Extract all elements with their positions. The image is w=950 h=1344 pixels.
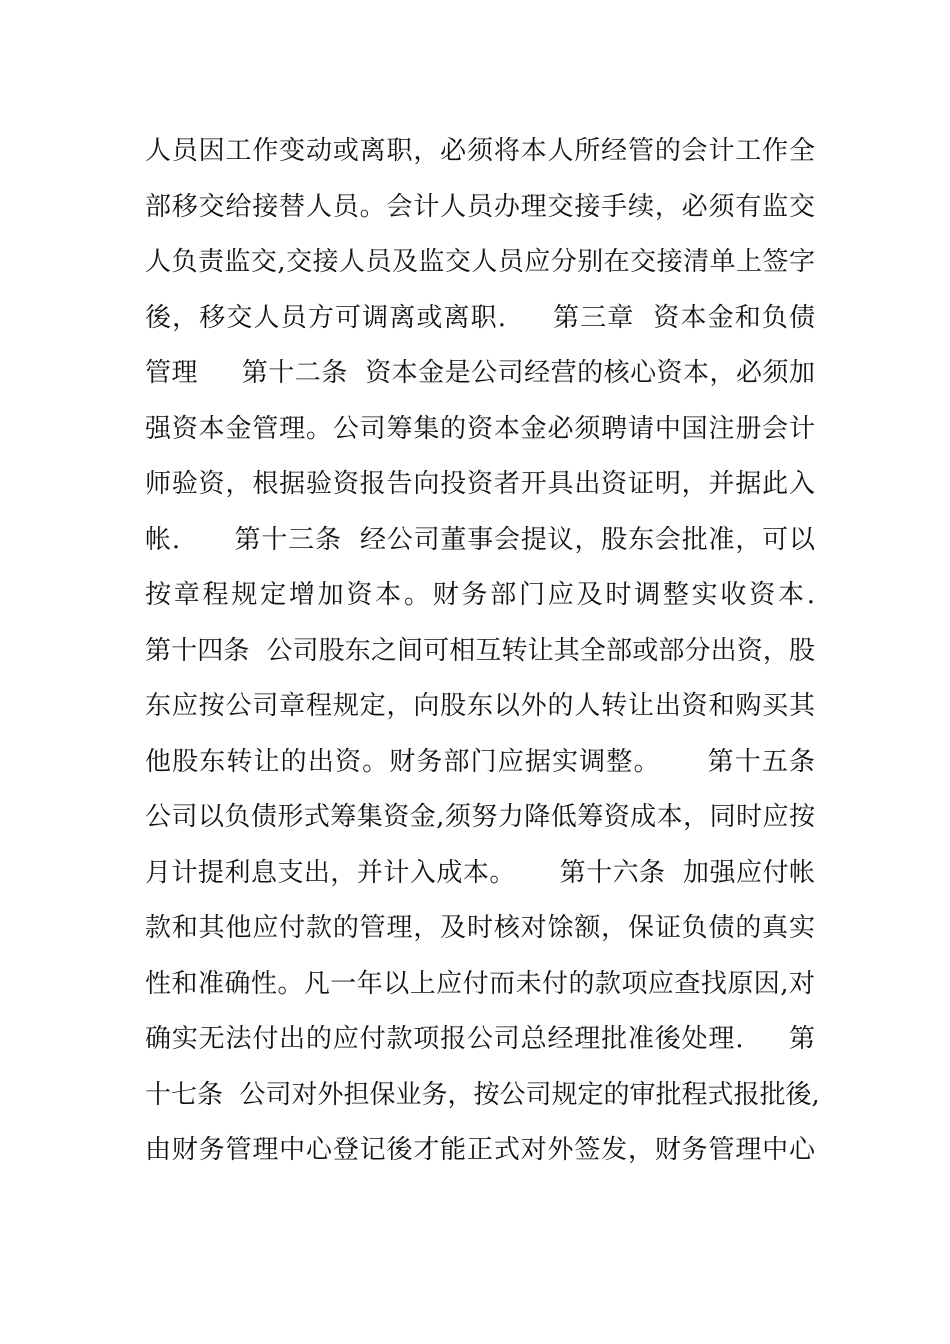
- text-line: 人负责监交,交接人员及监交人员应分别在交接清单上签字: [145, 247, 815, 277]
- text-line: 十七条 公司对外担保业务，按公司规定的审批程式报批後,: [145, 1079, 820, 1110]
- text-line: 帐. 第十三条 经公司董事会提议，股东会批准，可以: [145, 524, 815, 555]
- text-line: 第十四条 公司股东之间可相互转让其全部或部分出资，股: [145, 635, 815, 666]
- text-line: 他股东转让的出资。财务部门应据实调整。 第十五条: [145, 746, 815, 777]
- text-line: 确实无法付出的应付款项报公司总经理批准後处理. 第: [145, 1024, 815, 1054]
- text-line: 款和其他应付款的管理，及时核对馀额，保证负债的真实: [145, 913, 815, 943]
- text-line: 性和准确性。凡一年以上应付而未付的款项应查找原因,对: [145, 968, 815, 999]
- text-line: 由财务管理中心登记後才能正式对外签发，财务管理中心: [145, 1135, 815, 1165]
- text-line: 师验资，根据验资报告向投资者开具出资证明，并据此入: [145, 469, 815, 499]
- text-line: 东应按公司章程规定，向股东以外的人转让出资和购买其: [145, 691, 815, 721]
- text-line: 按章程规定增加资本。财务部门应及时调整实收资本.: [145, 580, 815, 610]
- text-line: 强资本金管理。公司筹集的资本金必须聘请中国注册会计: [145, 413, 815, 444]
- text-line: 月计提利息支出，并计入成本。 第十六条 加强应付帐: [145, 857, 815, 888]
- body-text: [145, 124, 820, 1179]
- text-line: 人员因工作变动或离职，必须将本人所经管的会计工作全: [145, 136, 815, 166]
- text-line: 公司以负债形式筹集资金,须努力降低筹资成本，同时应按: [145, 802, 815, 832]
- text-line: 部移交给接替人员。会计人员办理交接手续，必须有监交: [145, 191, 815, 222]
- text-line: 管理 第十二条 资本金是公司经营的核心资本，必须加: [145, 358, 815, 388]
- text-line: 後，移交人员方可调离或离职. 第三章 资本金和负债: [145, 302, 815, 333]
